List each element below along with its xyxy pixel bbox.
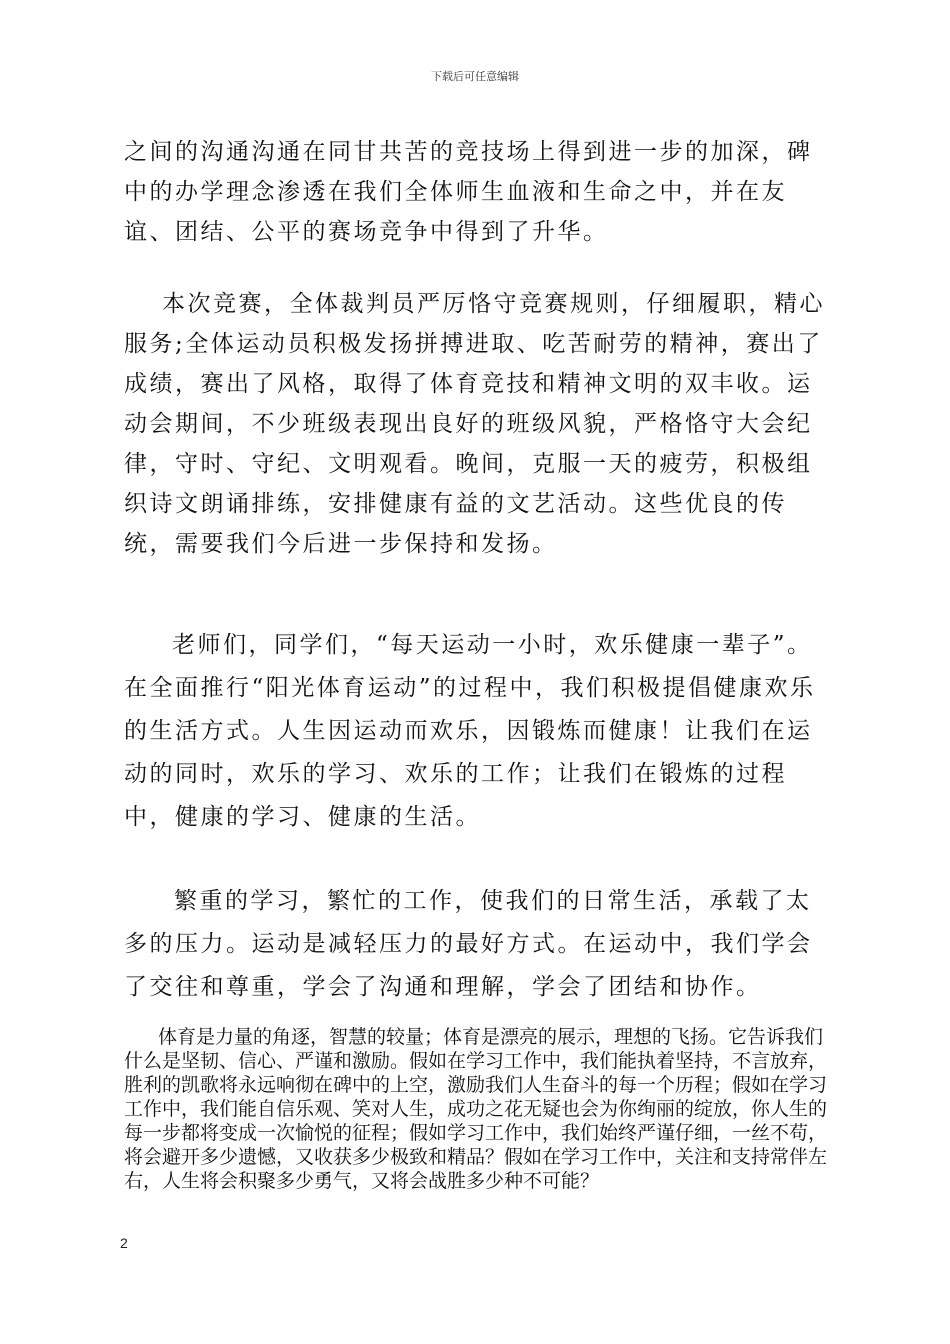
paragraph-2: 本次竞赛，全体裁判员严厉恪守竞赛规则，仔细履职，精心服务;全体运动员积极发扬拼搏进取、吃苦耐劳的精神，赛出了成绩，赛出了风格，取得了体育竞技和精神文明的双丰收。运动会期间，不少班级表现出良好的班级风貌，严格恪守大会纪律，守时、守纪、文明观看。晚间，克服一天的疲劳，积极组织诗文朗诵排练，安排健康有益的文艺活动。这些优良的传统，需要我们今后进一步保持和发扬。 bbox=[124, 291, 825, 557]
paragraph-5: 体育是力量的角逐，智慧的较量；体育是漂亮的展示，理想的飞扬。它告诉我们什么是坚韧、信心、严谨和激励。假如在学习工作中，我们能执着坚持，不言放弃，胜利的凯歌将永远响彻在碑中的上空，激励我们人生奋斗的每一个历程；假如在学习工作中，我们能自信乐观、笑对人生，成功之花无疑也会为你绚丽的绽放，你人生的每一步都将变成一次愉悦的征程；假如学习工作中，我们始终严谨仔细，一丝不苟，将会避开多少遗憾，又收获多少极致和精品？假如在学习工作中，关注和支持常伴左右，人生将会积聚多少勇气，又将会战胜多少种不可能？ bbox=[124, 1026, 828, 1192]
page-header-note: 下载后可任意编辑 bbox=[431, 70, 519, 83]
page-number: 2 bbox=[120, 1235, 128, 1251]
paragraph-3: 老师们，同学们，“每天运动一小时，欢乐健康一辈子”。在全面推行“阳光体育运动”的过程中，我们积极提倡健康欢乐的生活方式。人生因运动而欢乐，因锻炼而健康！让我们在运动的同时，欢乐的学习、欢乐的工作；让我们在锻炼的过程中，健康的学习、健康的生活。 bbox=[124, 632, 816, 830]
paragraph-4: 繁重的学习，繁忙的工作，使我们的日常生活，承载了太多的压力。运动是减轻压力的最好方式。在运动中，我们学会了交往和尊重，学会了沟通和理解，学会了团结和协作。 bbox=[124, 888, 813, 1000]
paragraph-1: 之间的沟通沟通在同甘共苦的竞技场上得到进一步的加深，碑中的办学理念渗透在我们全体师生血液和生命之中，并在友谊、团结、公平的赛场竞争中得到了升华。 bbox=[124, 139, 813, 245]
